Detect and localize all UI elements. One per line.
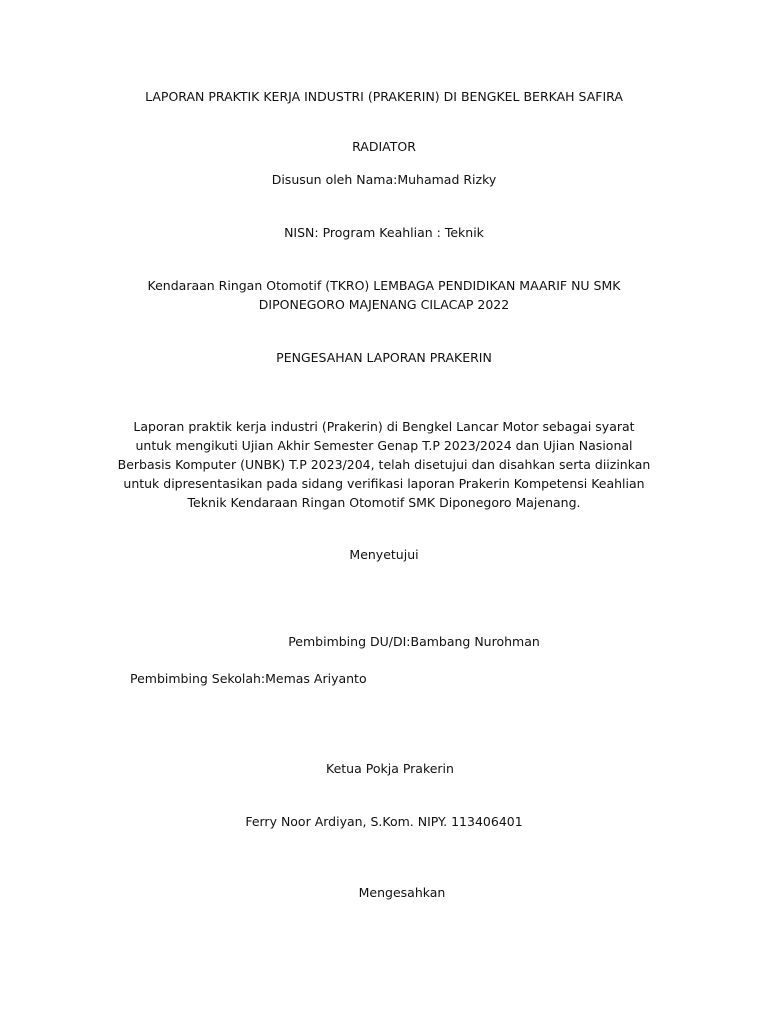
approval-label: Menyetujui xyxy=(349,547,419,562)
document-subtitle: RADIATOR xyxy=(352,139,416,154)
institution-line-2: DIPONEGORO MAJENANG CILACAP 2022 xyxy=(258,297,510,312)
institution-line-1: Kendaraan Ringan Otomotif (TKRO) LEMBAGA PENDIDIKAN MAARIF NU SMK xyxy=(147,278,621,293)
coordinator-title: Ketua Pokja Prakerin xyxy=(326,761,454,776)
paragraph-line: Laporan praktik kerja industri (Prakerin) di Bengkel Lancar Motor sebagai syarat xyxy=(133,419,635,434)
ratification-label: Mengesahkan xyxy=(358,885,446,900)
document-title: LAPORAN PRAKTIK KERJA INDUSTRI (PRAKERIN) DI BENGKEL BERKAH SAFIRA xyxy=(145,89,623,104)
author-line: Disusun oleh Nama:Muhamad Rizky xyxy=(271,172,497,187)
paragraph-line: Teknik Kendaraan Ringan Otomotif SMK Diponegoro Majenang. xyxy=(187,495,581,510)
school-supervisor: Pembimbing Sekolah:Memas Ariyanto xyxy=(130,671,367,686)
paragraph-line: untuk mengikuti Ujian Akhir Semester Genap T.P 2023/2024 dan Ujian Nasional xyxy=(135,438,633,453)
industry-supervisor: Pembimbing DU/DI:Bambang Nurohman xyxy=(288,634,540,649)
nisn-line: NISN: Program Keahlian : Teknik xyxy=(284,225,484,240)
paragraph-line: untuk dipresentasikan pada sidang verifikasi laporan Prakerin Kompetensi Keahlian xyxy=(123,476,645,491)
section-heading: PENGESAHAN LAPORAN PRAKERIN xyxy=(276,350,492,365)
coordinator-name: Ferry Noor Ardiyan, S.Kom. NIPY. 113406401 xyxy=(245,814,523,829)
paragraph-line: Berbasis Komputer (UNBK) T.P 2023/204, telah disetujui dan disahkan serta diizinkan xyxy=(117,457,651,472)
